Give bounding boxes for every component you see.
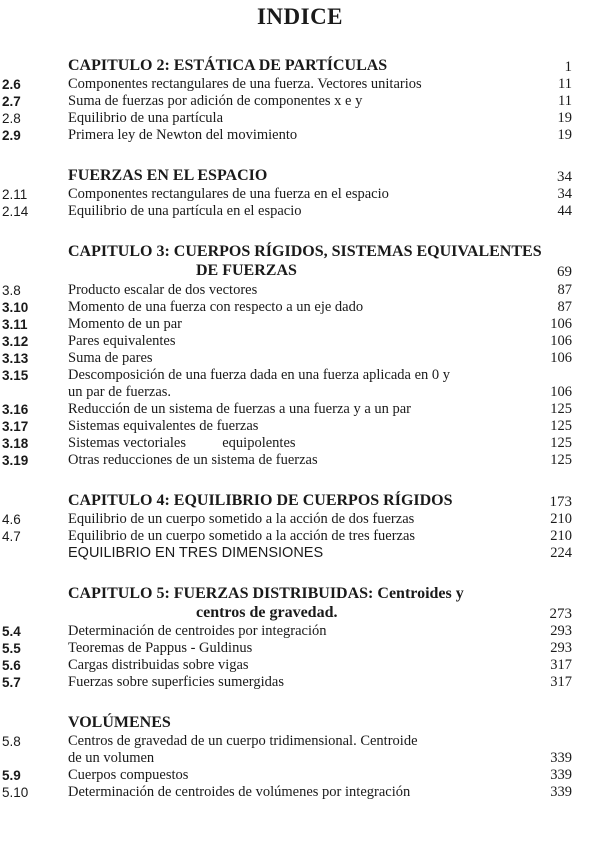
toc-entry: [0, 282, 600, 299]
section-title: Reducción de un sistema de fuerzas a una fuerza y a un par: [68, 401, 412, 417]
section-number: 5.9: [2, 768, 21, 783]
section-number: 3.13: [2, 351, 29, 366]
chapter-3-page: 69: [557, 264, 572, 280]
section-page: 106: [550, 316, 572, 332]
section-page: 106: [550, 350, 572, 366]
section-number: 3.11: [2, 317, 28, 332]
toc-entry: [0, 452, 600, 469]
section-title: de un volumen: [68, 750, 155, 766]
section-page: 125: [550, 401, 572, 417]
section-page: 19: [557, 127, 572, 143]
section-title: Fuerzas sobre superficies sumergidas: [68, 674, 284, 690]
section-title: Suma de pares: [68, 350, 153, 366]
section-page: 87: [557, 299, 572, 315]
section-title: Momento de un par: [68, 316, 182, 332]
chapter-4-page: 173: [549, 494, 572, 510]
toc-entry: [0, 350, 600, 367]
toc-entry: [0, 435, 600, 452]
toc-entry: [0, 767, 600, 784]
section-page: 11: [558, 93, 572, 109]
section-title: Otras reducciones de un sistema de fuerzas: [68, 452, 318, 468]
section-number: 5.6: [2, 658, 21, 673]
section-heading-volumenes: VOLÚMENES: [68, 714, 171, 731]
section-page: 317: [550, 674, 572, 690]
toc-entry: [0, 750, 600, 767]
chapter-5-heading: CAPITULO 5: FUERZAS DISTRIBUIDAS: Centroides y: [68, 585, 464, 602]
section-page: 339: [550, 784, 572, 800]
section-title: Descomposición de una fuerza dada en una fuerza aplicada en 0 y: [68, 367, 451, 383]
section-page: 317: [550, 657, 572, 673]
section-number: 5.8: [2, 734, 21, 749]
section-page: 34: [557, 186, 572, 202]
section-title: Suma de fuerzas por adición de componentes x e y: [68, 93, 363, 109]
section-number: 2.6: [2, 77, 21, 92]
chapter-2-page: 1: [564, 59, 572, 75]
chapter-2-heading: CAPITULO 2: ESTÁTICA DE PARTÍCULAS: [68, 57, 388, 74]
section-page: 44: [557, 203, 572, 219]
section-title: Componentes rectangulares de una fuerza en el espacio: [68, 186, 389, 202]
section-page: 11: [558, 76, 572, 92]
toc-entry: [0, 367, 600, 384]
toc-entry: [0, 511, 600, 528]
toc-entry: [0, 333, 600, 350]
section-title: Equilibrio de una partícula: [68, 110, 224, 126]
section-number: 3.19: [2, 453, 29, 468]
section-number: 3.10: [2, 300, 29, 315]
toc-entry: [0, 186, 600, 203]
section-number: 5.4: [2, 624, 21, 639]
section-page: 125: [550, 435, 572, 451]
section-title: Componentes rectangulares de una fuerza. Vectores unitarios: [68, 76, 422, 92]
section-page: 125: [550, 418, 572, 434]
chapter-3-heading-cont: DE FUERZAS: [196, 262, 297, 279]
section-number: 3.12: [2, 334, 29, 349]
section-number: 5.5: [2, 641, 21, 656]
section-title: Producto escalar de dos vectores: [68, 282, 258, 298]
section-title: Pares equivalentes: [68, 333, 176, 349]
section-heading-page: 34: [557, 169, 572, 185]
toc-entry: [0, 316, 600, 333]
section-number: 2.14: [2, 204, 29, 219]
section-title: Primera ley de Newton del movimiento: [68, 127, 298, 143]
section-number: 4.6: [2, 512, 21, 527]
toc-entry: [0, 733, 600, 750]
chapter-5-page: 273: [549, 606, 572, 622]
toc-entry: [0, 418, 600, 435]
toc-entry: [0, 401, 600, 418]
toc-entry: [0, 640, 600, 657]
section-number: 3.8: [2, 283, 21, 298]
section-page: 210: [550, 511, 572, 527]
toc-entry: [0, 384, 600, 401]
section-title: Determinación de centroides de volúmenes por integración: [68, 784, 411, 800]
section-title: Cuerpos compuestos: [68, 767, 189, 783]
section-title: Equilibrio de una partícula en el espacio: [68, 203, 302, 219]
section-number: 2.7: [2, 94, 21, 109]
section-number: 3.16: [2, 402, 29, 417]
toc-entry: [0, 657, 600, 674]
toc-entry: [0, 203, 600, 220]
section-number: 5.10: [2, 785, 29, 800]
section-page: 106: [550, 384, 572, 400]
section-number: 4.7: [2, 529, 21, 544]
section-number: 2.11: [2, 187, 28, 202]
section-page: 106: [550, 333, 572, 349]
section-page: 339: [550, 767, 572, 783]
section-number: 5.7: [2, 675, 21, 690]
section-page: 210: [550, 528, 572, 544]
section-page: 293: [550, 623, 572, 639]
section-page: 224: [550, 545, 572, 561]
section-title: Sistemas equivalentes de fuerzas: [68, 418, 259, 434]
section-title: Equilibrio de un cuerpo sometido a la acción de dos fuerzas: [68, 511, 415, 527]
section-page: 87: [557, 282, 572, 298]
toc-entry: [0, 674, 600, 691]
section-title: Momento de una fuerza con respecto a un eje dado: [68, 299, 364, 315]
section-page: 125: [550, 452, 572, 468]
page-title: INDICE: [256, 4, 344, 29]
section-number: 3.18: [2, 436, 29, 451]
section-title: EQUILIBRIO EN TRES DIMENSIONES: [68, 545, 324, 561]
toc-entry: [0, 76, 600, 93]
toc-entry: [0, 93, 600, 110]
toc-entry: [0, 299, 600, 316]
section-page: 19: [557, 110, 572, 126]
section-title: un par de fuerzas.: [68, 384, 172, 400]
section-title: Equilibrio de un cuerpo sometido a la acción de tres fuerzas: [68, 528, 416, 544]
toc-entry: [0, 528, 600, 545]
toc-entry: [0, 127, 600, 144]
toc-entry: [0, 623, 600, 640]
toc-entry: [0, 784, 600, 801]
toc-entry: [0, 110, 600, 127]
toc-entry: [0, 545, 600, 562]
section-number: 2.9: [2, 128, 21, 143]
section-title: Sistemas vectoriales equipolentes: [68, 435, 296, 451]
section-heading-espacio: FUERZAS EN EL ESPACIO: [68, 167, 268, 184]
section-number: 2.8: [2, 111, 21, 126]
section-title: Determinación de centroides por integración: [68, 623, 327, 639]
section-number: 3.15: [2, 368, 29, 383]
section-page: 339: [550, 750, 572, 766]
section-title: Teoremas de Pappus - Guldinus: [68, 640, 253, 656]
section-title: Centros de gravedad de un cuerpo tridimensional. Centroide: [68, 733, 418, 749]
section-page: 293: [550, 640, 572, 656]
chapter-3-heading: CAPITULO 3: CUERPOS RÍGIDOS, SISTEMAS EQUIVALENTES: [68, 243, 542, 260]
section-title: Cargas distribuidas sobre vigas: [68, 657, 249, 673]
section-number: 3.17: [2, 419, 29, 434]
chapter-5-heading-cont: centros de gravedad.: [196, 604, 338, 621]
chapter-4-heading: CAPITULO 4: EQUILIBRIO DE CUERPOS RÍGIDOS: [68, 492, 453, 509]
